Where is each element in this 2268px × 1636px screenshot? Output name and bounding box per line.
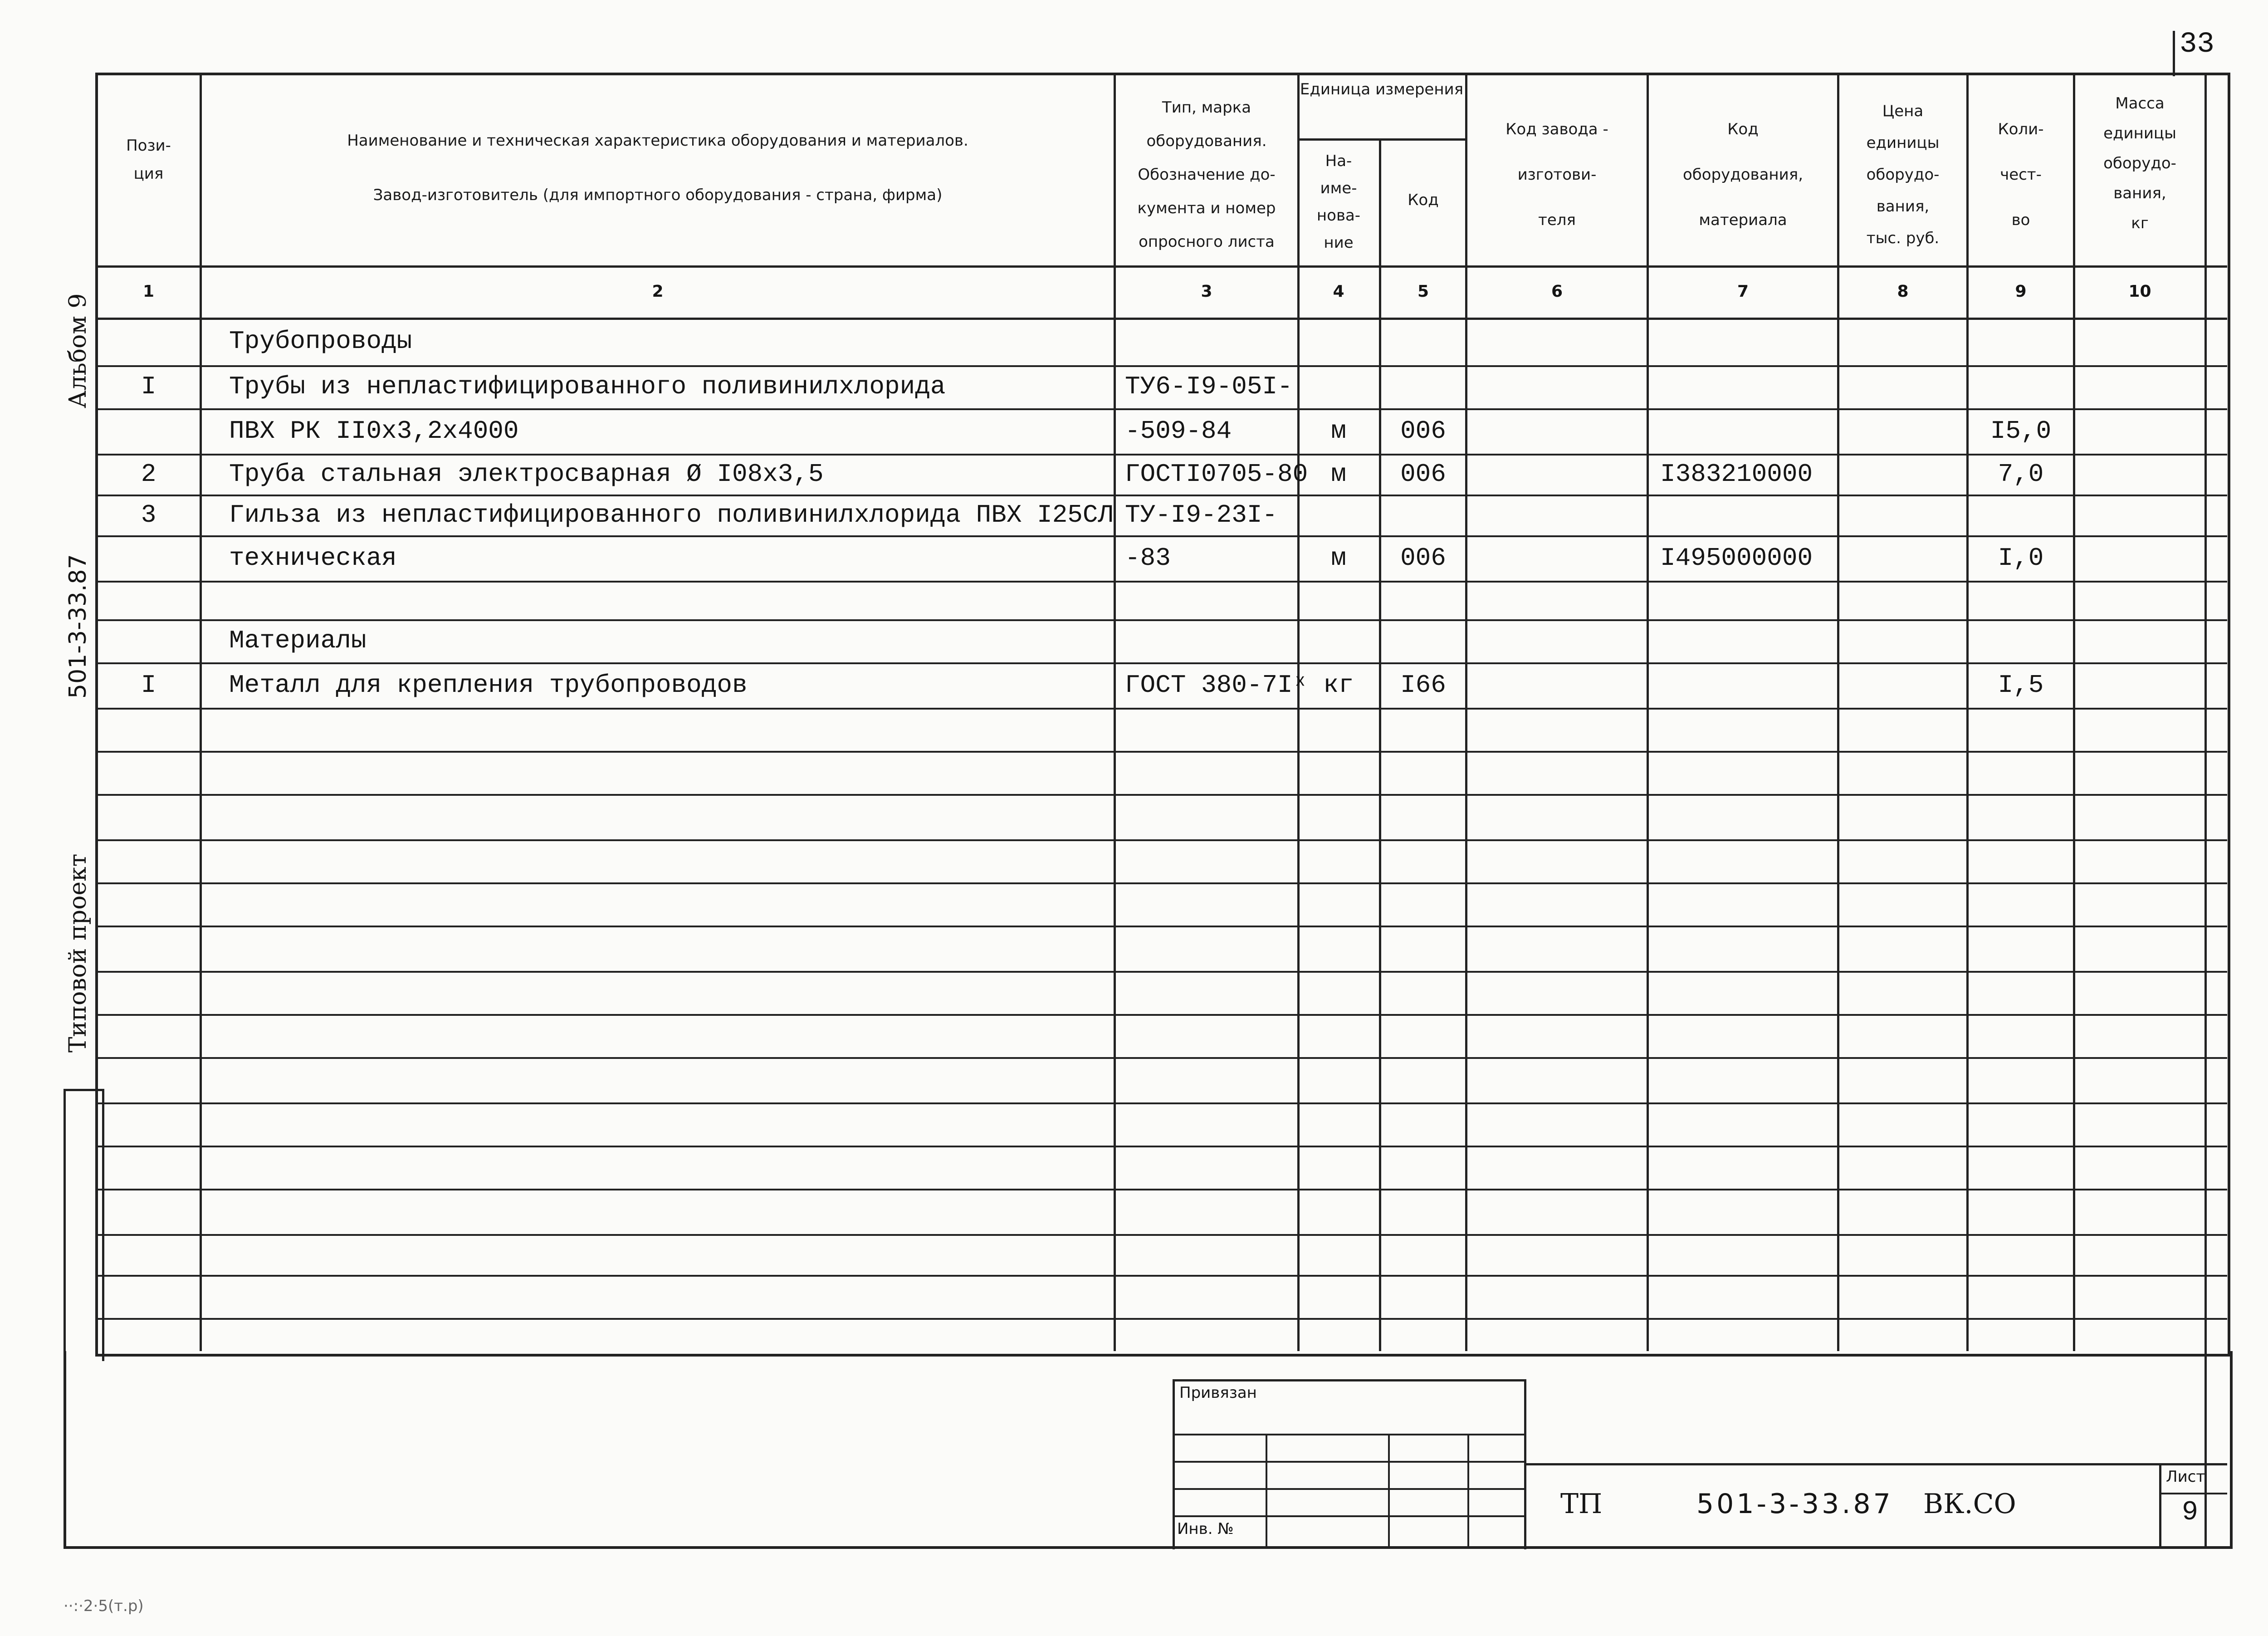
stamp-line-3	[1173, 1488, 1524, 1490]
cell-price	[1839, 662, 1966, 708]
colnum-9: 9	[2015, 282, 2027, 301]
cell-qty	[1969, 581, 2073, 619]
table-row-line	[95, 708, 2227, 710]
cell-maker	[1467, 495, 1647, 535]
cell-unit-code	[1381, 581, 1465, 619]
cell-qty	[1969, 619, 2073, 662]
footer-mark: ··:·2·5(т.р)	[64, 1597, 144, 1615]
cell-unit-code: 006	[1400, 544, 1446, 573]
stamp-inv-label: Инв. №	[1177, 1520, 1234, 1538]
cell-pos: I	[141, 372, 156, 401]
table-row-line	[95, 794, 2227, 796]
cell-pos	[98, 619, 200, 662]
header-mass: Масса единицы оборудо- вания, кг	[2103, 94, 2176, 232]
header-unit-name: На- име- нова- ние	[1316, 152, 1361, 252]
cell-code: I383210000	[1660, 460, 1813, 489]
cell-unit	[1298, 495, 1379, 535]
header-position: Пози- ция	[126, 137, 171, 183]
header-price: Цена единицы оборудо- вания, тыс. руб.	[1866, 102, 1940, 247]
right-margin-line	[2204, 73, 2207, 1547]
cell-code	[1660, 365, 1837, 408]
colnum-8: 8	[1897, 282, 1909, 301]
cell-maker	[1467, 662, 1647, 708]
col-sep-7	[1837, 73, 1839, 1351]
sheet-box-divider	[2159, 1493, 2227, 1494]
table-row-line	[95, 926, 2227, 927]
header-name: Наименование и техническая характеристика оборудования и материалов. Завод-изготовитель (для импортного оборудования - страна, фирма)	[347, 132, 968, 204]
table-row-line	[95, 1234, 2227, 1236]
cell-name: техническая	[229, 544, 397, 573]
cell-price	[1839, 454, 1966, 495]
table-row-line	[95, 839, 2227, 841]
left-margin-tick	[64, 1089, 102, 1091]
cell-qty: I5,0	[1990, 416, 2052, 446]
col-sep-1	[200, 73, 202, 1351]
colnum-3: 3	[1201, 282, 1212, 301]
stamp-vline-3	[1467, 1434, 1469, 1547]
cell-unit	[1298, 619, 1379, 662]
cell-name: Материалы	[229, 626, 367, 655]
cell-name: Труба стальная электросварная Ø I08х3,5	[229, 460, 824, 489]
colnum-6: 6	[1551, 282, 1563, 301]
cell-price	[1839, 318, 1966, 365]
stamp-frame	[64, 1351, 2233, 1549]
cell-pos: I	[141, 671, 156, 700]
table-row-line	[95, 1189, 2227, 1190]
cell-type	[1125, 581, 1297, 619]
stamp-line-2	[1173, 1461, 1524, 1463]
cell-mass	[2075, 365, 2204, 408]
sheet-number: 9	[2182, 1497, 2199, 1528]
doc-suffix: ВК.СО	[1923, 1488, 2016, 1520]
cell-qty: 7,0	[1998, 460, 2044, 489]
stamp-line-4	[1173, 1515, 1524, 1517]
cell-name: Металл для крепления трубопроводов	[229, 671, 748, 700]
title-block-top	[1524, 1463, 2227, 1465]
cell-type: ГОСТ 380-7Iˣ	[1125, 671, 1308, 700]
doc-code: 501-3-33.87	[1696, 1488, 1893, 1520]
header-unit-code: Код	[1408, 191, 1439, 209]
doc-prefix: ТП	[1560, 1488, 1603, 1520]
table-row-line	[95, 971, 2227, 973]
cell-pos: 3	[141, 500, 156, 529]
cell-name: ПВХ РК II0х3,2х4000	[229, 416, 519, 446]
cell-pos	[98, 535, 200, 581]
col-sep-3	[1297, 73, 1300, 1351]
cell-unit-code	[1381, 619, 1465, 662]
stamp-line-1	[1173, 1434, 1524, 1435]
cell-type: ТУ-I9-23I-	[1125, 500, 1278, 529]
cell-qty: I,0	[1998, 544, 2044, 573]
sheet-box-left	[2159, 1463, 2161, 1547]
cell-maker	[1467, 408, 1647, 454]
cell-code	[1660, 408, 1837, 454]
cell-qty: I,5	[1998, 671, 2044, 700]
stamp-vline-2	[1388, 1434, 1390, 1547]
page-number: 33	[2180, 28, 2214, 61]
cell-mass	[2075, 581, 2204, 619]
colnum-5: 5	[1417, 282, 1429, 301]
cell-qty	[1969, 365, 2073, 408]
cell-mass	[2075, 495, 2204, 535]
cell-name	[229, 581, 1091, 619]
cell-maker	[1467, 535, 1647, 581]
colnum-1: 1	[142, 282, 155, 301]
cell-code	[1660, 619, 1837, 662]
cell-price	[1839, 365, 1966, 408]
table-row-line	[95, 1102, 2227, 1104]
cell-type: ТУ6-I9-05I-	[1125, 372, 1293, 401]
cell-unit-code: 006	[1400, 460, 1446, 489]
cell-mass	[2075, 318, 2204, 365]
cell-mass	[2075, 408, 2204, 454]
header-unit-group: Единица измерения	[1300, 80, 1464, 98]
cell-pos	[98, 408, 200, 454]
colnum-7: 7	[1737, 282, 1749, 301]
cell-type: ГОСТI0705-80	[1125, 460, 1308, 489]
table-row-line	[95, 1275, 2227, 1277]
cell-unit-code	[1381, 365, 1465, 408]
cell-unit-code: 006	[1400, 416, 1446, 446]
page-number-divider	[2173, 31, 2175, 76]
cell-maker	[1467, 318, 1647, 365]
cell-maker	[1467, 581, 1647, 619]
cell-mass	[2075, 535, 2204, 581]
cell-name: Гильза из непластифицированного поливинилхлорида ПВХ I25СЛ	[229, 500, 1114, 529]
left-margin-line-inner	[102, 1089, 104, 1361]
cell-code	[1660, 318, 1837, 365]
cell-price	[1839, 619, 1966, 662]
cell-type	[1125, 318, 1297, 365]
cell-code	[1660, 495, 1837, 535]
cell-price	[1839, 408, 1966, 454]
table-row-line	[95, 1146, 2227, 1147]
cell-price	[1839, 581, 1966, 619]
colnum-2: 2	[652, 282, 664, 301]
cell-mass	[2075, 454, 2204, 495]
cell-qty	[1969, 318, 2073, 365]
cell-unit	[1298, 318, 1379, 365]
side-label-album: Альбом 9	[64, 293, 92, 408]
cell-code	[1660, 581, 1837, 619]
table-row-line	[95, 1014, 2227, 1016]
cell-code	[1660, 662, 1837, 708]
col-sep-2	[1114, 73, 1116, 1351]
header-quantity: Коли- чест- во	[1998, 120, 2044, 229]
cell-pos: 2	[141, 460, 156, 489]
table-row-line	[95, 751, 2227, 753]
cell-price	[1839, 495, 1966, 535]
cell-name: Трубопроводы	[229, 327, 412, 356]
side-label-code: 501-3-33.87	[64, 554, 92, 699]
unit-group-divider	[1297, 138, 1465, 141]
col-sep-9	[2073, 73, 2075, 1351]
cell-unit-code: I66	[1400, 671, 1446, 700]
cell-unit: м	[1331, 460, 1346, 489]
side-label-project: Типовой проект	[64, 853, 92, 1053]
cell-pos	[98, 581, 200, 619]
cell-type: -509-84	[1125, 416, 1232, 446]
header-type: Тип, марка оборудования. Обозначение до- кумента и номер опросного листа	[1137, 98, 1276, 251]
col-sep-8	[1966, 73, 1969, 1351]
header-equipment-code: Код оборудования, материала	[1682, 120, 1804, 229]
cell-maker	[1467, 454, 1647, 495]
cell-qty	[1969, 495, 2073, 535]
cell-maker	[1467, 365, 1647, 408]
cell-unit	[1298, 365, 1379, 408]
cell-unit-code	[1381, 495, 1465, 535]
table-row-line	[95, 1318, 2227, 1320]
left-margin-line	[64, 1089, 66, 1547]
cell-unit	[1298, 581, 1379, 619]
cell-mass	[2075, 619, 2204, 662]
cell-pos	[98, 318, 200, 365]
stamp-attached-label: Привязан	[1179, 1384, 1257, 1402]
sheet-label: Лист	[2166, 1468, 2205, 1486]
col-sep-6	[1647, 73, 1649, 1351]
cell-unit: м	[1331, 544, 1346, 573]
cell-name: Трубы из непластифицированного поливинилхлорида	[229, 372, 946, 401]
colnum-4: 4	[1333, 282, 1344, 301]
cell-code: I495000000	[1660, 544, 1813, 573]
cell-type	[1125, 619, 1297, 662]
col-sep-5	[1465, 73, 1467, 1351]
cell-unit-code	[1381, 318, 1465, 365]
table-row-line	[95, 882, 2227, 884]
table-row-line	[95, 1057, 2227, 1059]
cell-maker	[1467, 619, 1647, 662]
stamp-vline-1	[1266, 1434, 1267, 1547]
cell-unit: м	[1331, 416, 1346, 446]
colnum-10: 10	[2128, 282, 2151, 301]
cell-mass	[2075, 662, 2204, 708]
cell-unit: кг	[1323, 671, 1354, 700]
cell-price	[1839, 535, 1966, 581]
header-maker-code: Код завода - изготови- теля	[1505, 120, 1608, 229]
cell-type: -83	[1125, 544, 1171, 573]
